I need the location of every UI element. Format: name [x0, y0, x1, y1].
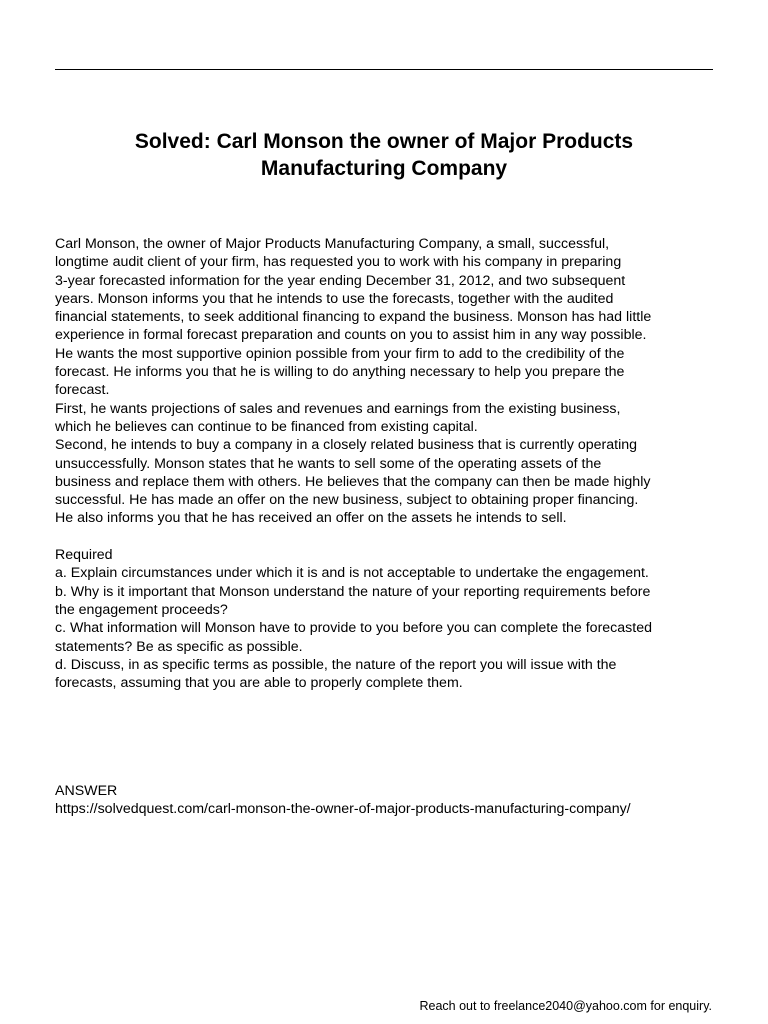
intro-line: 3-year forecasted information for the year ending December 31, 2012, and two subsequent — [55, 272, 626, 289]
required-item-line: the engagement proceeds? — [55, 601, 228, 618]
required-item-line: statements? Be as specific as possible. — [55, 638, 303, 655]
second-line: He also informs you that he has received an offer on the assets he intends to sell. — [55, 510, 567, 527]
second-line: Second, he intends to buy a company in a closely related business that is currently operating — [55, 437, 638, 454]
first-line: First, he wants projections of sales and revenues and earnings from the existing business, — [55, 400, 621, 417]
required-item-line: d. Discuss, in as specific terms as possible, the nature of the report you will issue with the — [55, 656, 617, 673]
required-item-line: c. What information will Monson have to provide to you before you can complete the forecasted — [55, 620, 652, 637]
intro-line: longtime audit client of your firm, has requested you to work with his company in preparing — [55, 254, 622, 271]
intro-line: Carl Monson, the owner of Major Products Manufacturing Company, a small, successful, — [55, 236, 610, 252]
required-item-line: forecasts, assuming that you are able to properly complete them. — [55, 675, 463, 692]
answer-link[interactable]: https://solvedquest.com/carl-monson-the-owner-of-major-products-manufacturing-company/ — [55, 801, 631, 818]
title-line-2: Manufacturing Company — [260, 157, 508, 180]
paragraph-gap — [55, 528, 721, 546]
answer-heading: ANSWER — [55, 783, 118, 799]
answer-section — [55, 782, 735, 819]
required-item-line: a. Explain circumstances under which it is and is not acceptable to undertake the engagement. — [55, 565, 649, 582]
title-line-1: Solved: Carl Monson the owner of Major Products — [134, 130, 634, 153]
intro-line: experience in formal forecast preparation and counts on you to assist him in any way possible. — [55, 327, 647, 344]
second-line: unsuccessfully. Monson states that he wants to sell some of the operating assets of the — [55, 455, 602, 472]
intro-line: years. Monson informs you that he intends to use the forecasts, together with the audited — [55, 290, 614, 307]
question-body — [55, 235, 721, 692]
intro-line: financial statements, to seek additional financing to expand the business. Monson has had little — [55, 309, 652, 326]
second-line: business and replace them with others. He believes that the company can then be made highly — [55, 473, 651, 490]
intro-line: He wants the most supportive opinion possible from your firm to add to the credibility of the — [55, 345, 625, 362]
document-title — [55, 128, 713, 182]
header-divider — [55, 69, 713, 70]
second-line: successful. He has made an offer on the new business, subject to obtaining proper financing. — [55, 492, 639, 509]
intro-line: forecast. — [55, 382, 110, 399]
footer-contact: Reach out to freelance2040@yahoo.com for enquiry. — [419, 999, 712, 1013]
intro-line: forecast. He informs you that he is willing to do anything necessary to help you prepare the — [55, 364, 625, 381]
first-line: which he believes can continue to be financed from existing capital. — [55, 418, 478, 435]
required-heading: Required — [55, 547, 113, 564]
required-item-line: b. Why is it important that Monson understand the nature of your reporting requirements before — [55, 583, 651, 600]
